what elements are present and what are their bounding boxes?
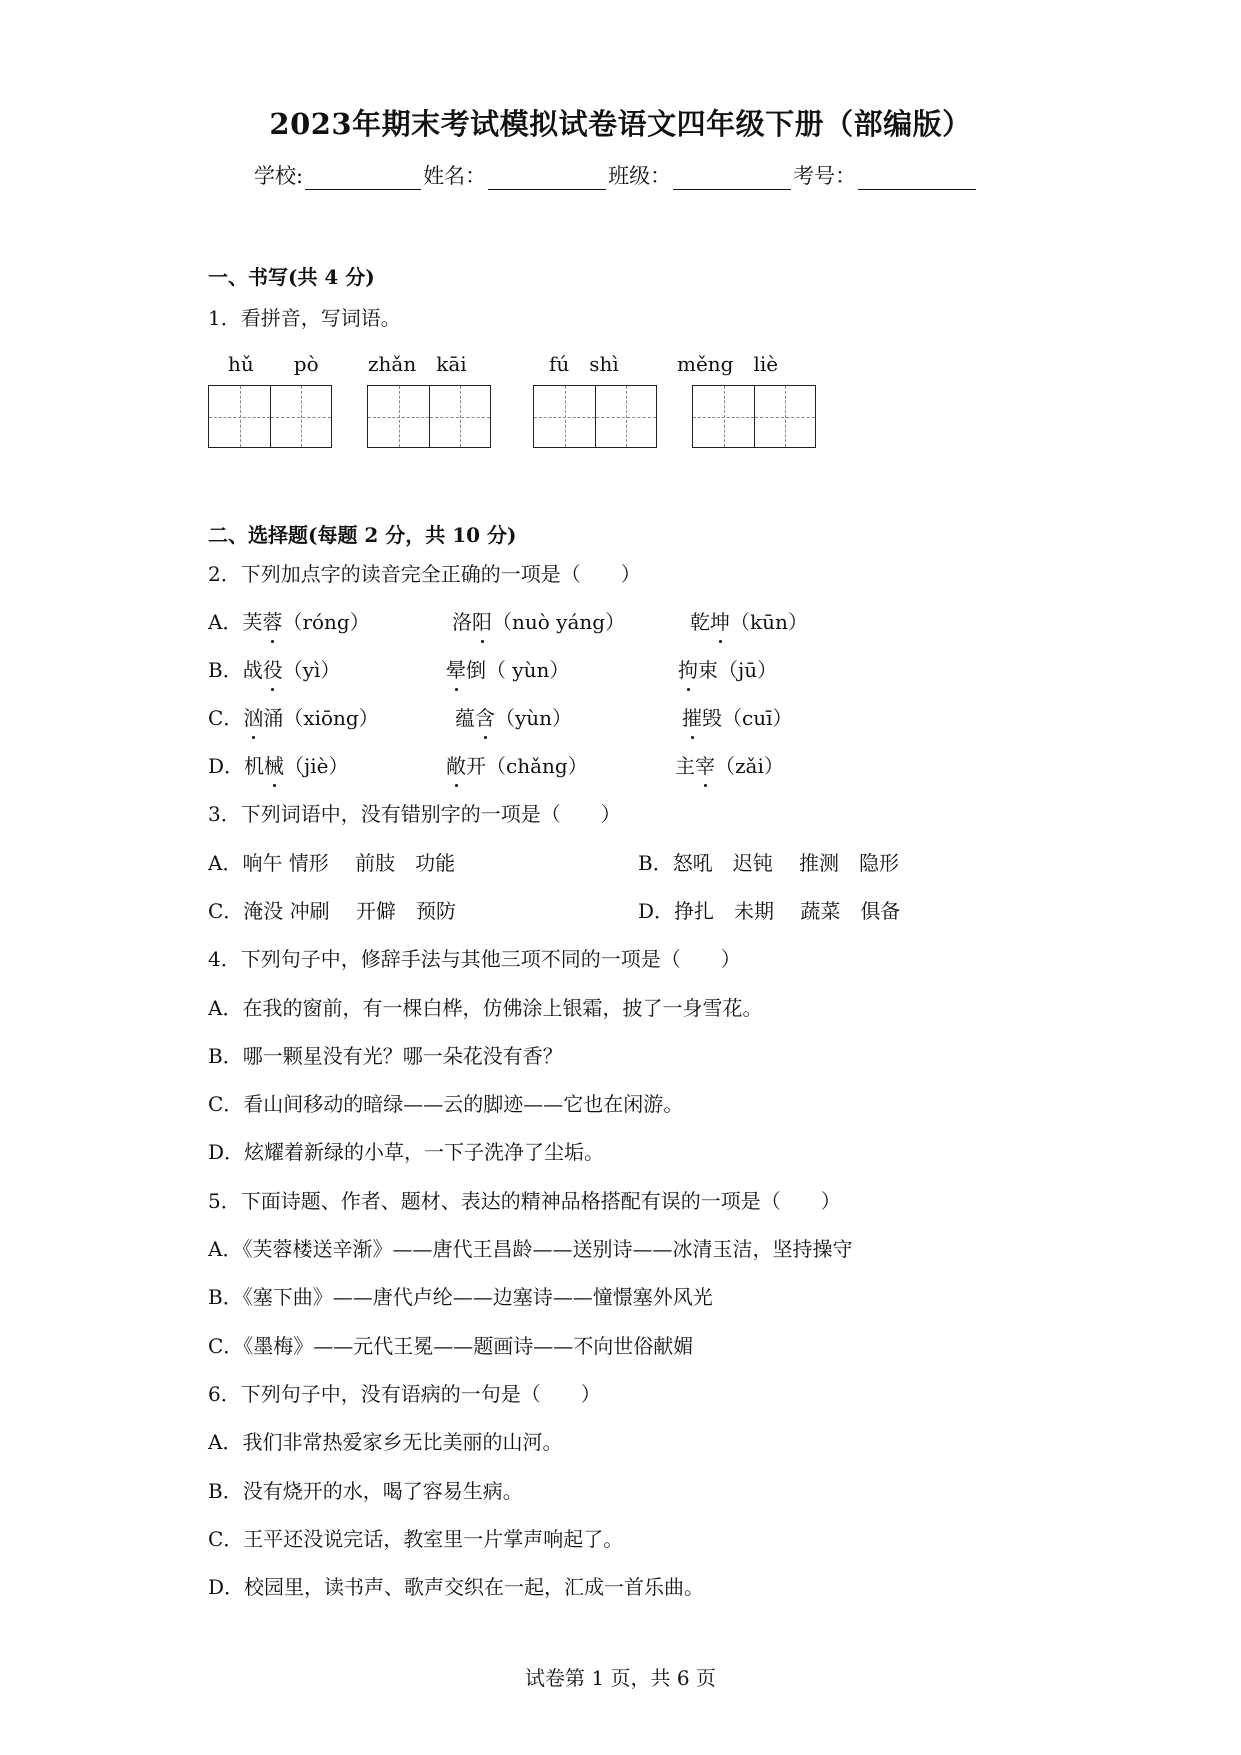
- number-label: 考号：: [793, 164, 857, 188]
- option-text: （róng）: [282, 610, 370, 634]
- q2-option-d-1[interactable]: [208, 750, 348, 779]
- dotted-char: 晕: [446, 654, 466, 683]
- pinyin-3: fú shì: [549, 352, 619, 376]
- writing-grid-3[interactable]: [533, 385, 657, 448]
- grid-cell[interactable]: [534, 386, 595, 447]
- dotted-char: 含: [475, 702, 495, 731]
- option-text: 洛: [452, 610, 472, 634]
- grid-cell[interactable]: [693, 386, 754, 447]
- dotted-char: 阳: [472, 606, 492, 635]
- option-text: 蕴: [455, 706, 475, 730]
- grid-cell[interactable]: [429, 386, 490, 447]
- q4-option-d[interactable]: D．炫耀着新绿的小草，一下子洗净了尘垢。: [208, 1140, 605, 1164]
- student-info-line: [254, 160, 978, 190]
- school-label: 学校:: [254, 164, 304, 188]
- option-text: （ yùn）: [486, 658, 570, 682]
- option-text: C．: [208, 706, 244, 730]
- q2-option-d-2: [446, 750, 588, 779]
- question-6-stem: 6．下列句子中，没有语病的一句是（ ）: [208, 1382, 601, 1406]
- option-text: 束: [698, 658, 718, 682]
- name-blank[interactable]: [488, 167, 606, 190]
- dotted-char: 役: [263, 654, 283, 683]
- option-text: （jiè）: [284, 754, 349, 778]
- option-text: （zǎi）: [715, 754, 784, 778]
- q5-option-b[interactable]: B．《塞下曲》——唐代卢纶——边塞诗——憧憬塞外风光: [208, 1285, 713, 1309]
- q3-option-c[interactable]: C．淹没 冲刷 开僻 预防: [208, 899, 457, 923]
- dotted-char: 汹: [243, 702, 263, 731]
- pinyin-2: zhǎn kāi: [368, 352, 467, 376]
- question-5-stem: 5．下面诗题、作者、题材、表达的精神品格搭配有误的一项是（ ）: [208, 1189, 841, 1213]
- question-3-stem: 3．下列词语中，没有错别字的一项是（ ）: [208, 802, 621, 826]
- name-label: 姓名：: [423, 164, 487, 188]
- number-blank[interactable]: [858, 167, 976, 190]
- question-1: 1．看拼音，写词语。: [208, 306, 401, 330]
- option-text: （kūn）: [730, 610, 808, 634]
- q6-option-b[interactable]: B．没有烧开的水，喝了容易生病。: [208, 1479, 523, 1503]
- q2-option-b-1[interactable]: [208, 654, 340, 683]
- question-2-stem: 2．下列加点字的读音完全正确的一项是（ ）: [208, 562, 641, 586]
- q2-option-c-1[interactable]: [208, 702, 379, 731]
- q2-option-a-3: [690, 606, 808, 635]
- option-text: 涌（xiōng）: [263, 706, 379, 730]
- dotted-char: 拘: [678, 654, 698, 683]
- q2-option-c-3: [682, 702, 792, 731]
- q4-option-c[interactable]: C．看山间移动的暗绿——云的脚迹——它也在闲游。: [208, 1092, 684, 1116]
- question-4-stem: 4．下列句子中，修辞手法与其他三项不同的一项是（ ）: [208, 947, 741, 971]
- school-blank[interactable]: [305, 167, 421, 190]
- dotted-char: 摧: [682, 702, 702, 731]
- exam-title: 2023年期末考试模拟试卷语文四年级下册（部编版）: [269, 107, 972, 141]
- option-text: A．芙: [208, 610, 263, 634]
- option-text: 乾: [690, 610, 710, 634]
- option-text: B．战: [208, 658, 263, 682]
- dotted-char: 坤: [710, 606, 730, 635]
- q2-option-d-3: [675, 750, 784, 779]
- class-label: 班级：: [608, 164, 672, 188]
- pinyin-4: měng liè: [677, 352, 779, 376]
- q2-option-b-3: [678, 654, 777, 683]
- page-footer: 试卷第 1 页，共 6 页: [525, 1666, 716, 1690]
- q2-option-a-1[interactable]: [208, 606, 370, 635]
- q2-option-a-2: [452, 606, 625, 635]
- q6-option-a[interactable]: A．我们非常热爱家乡无比美丽的山河。: [208, 1430, 563, 1454]
- grid-cell[interactable]: [595, 386, 656, 447]
- class-blank[interactable]: [673, 167, 791, 190]
- writing-grid-4[interactable]: [692, 385, 816, 448]
- writing-grid-1[interactable]: [208, 385, 332, 448]
- dotted-char: 宰: [695, 750, 715, 779]
- option-text: 倒: [466, 658, 486, 682]
- writing-grid-2[interactable]: [367, 385, 491, 448]
- q5-option-c[interactable]: C．《墨梅》——元代王冕——题画诗——不向世俗献媚: [208, 1334, 694, 1358]
- option-text: （nuò yáng）: [492, 610, 626, 634]
- q3-option-b[interactable]: B．怒吼 迟钝 推测 隐形: [638, 851, 900, 875]
- q4-option-b[interactable]: B．哪一颗星没有光？哪一朵花没有香？: [208, 1044, 563, 1068]
- option-text: 毁（cuī）: [702, 706, 793, 730]
- q2-option-b-2: [446, 654, 569, 683]
- option-text: 主: [675, 754, 695, 778]
- option-text: （yì）: [282, 658, 341, 682]
- option-text: 开（chǎng）: [466, 754, 588, 778]
- q2-option-c-2: [455, 702, 572, 731]
- q6-option-c[interactable]: C．王平还没说完话，教室里一片掌声响起了。: [208, 1527, 624, 1551]
- grid-cell[interactable]: [209, 386, 270, 447]
- grid-cell[interactable]: [270, 386, 331, 447]
- option-text: （yùn）: [495, 706, 573, 730]
- grid-cell[interactable]: [368, 386, 429, 447]
- grid-cell[interactable]: [754, 386, 815, 447]
- q5-option-a[interactable]: A．《芙蓉楼送辛渐》——唐代王昌龄——送别诗——冰清玉洁，坚持操守: [208, 1237, 853, 1261]
- q3-option-d[interactable]: D．挣扎 未期 蔬菜 俱备: [638, 899, 901, 923]
- q3-option-a[interactable]: A．响午 情形 前肢 功能: [208, 851, 456, 875]
- dotted-char: 械: [264, 750, 284, 779]
- section-2-heading: 二、选择题(每题 2 分，共 10 分): [208, 523, 517, 547]
- dotted-char: 蓉: [262, 606, 282, 635]
- pinyin-1: hǔ pò: [228, 352, 319, 376]
- section-1-heading: 一、书写(共 4 分): [208, 265, 375, 289]
- dotted-char: 敞: [446, 750, 466, 779]
- option-text: D．机: [208, 754, 265, 778]
- q4-option-a[interactable]: A．在我的窗前，有一棵白桦，仿佛涂上银霜，披了一身雪花。: [208, 996, 763, 1020]
- option-text: （jū）: [718, 658, 778, 682]
- q6-option-d[interactable]: D．校园里，读书声、歌声交织在一起，汇成一首乐曲。: [208, 1575, 705, 1599]
